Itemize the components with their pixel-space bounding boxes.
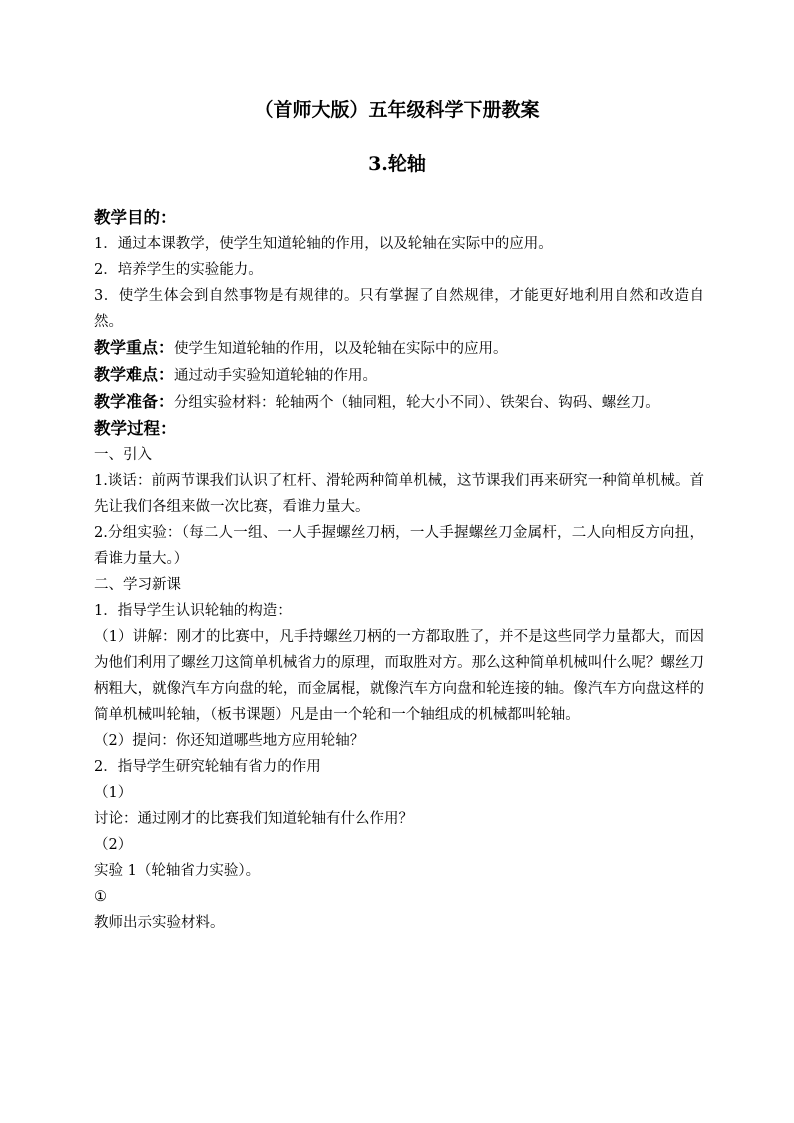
process-heading: 教学过程： — [94, 419, 177, 438]
section-item: 2.分组实验：（每二人一组、一人手握螺丝刀柄，一人手握螺丝刀金属杆，二人向相反方向扭，看谁力量大。） — [94, 525, 704, 567]
objective-item: 3．使学生体会到自然事物是有规律的。只有掌握了自然规律，才能更好地利用自然和改造自然。 — [94, 288, 704, 330]
objective-item: 1．通过本课教学，使学生知道轮轴的作用，以及轮轴在实际中的应用。 — [94, 236, 553, 252]
preparation-paragraph — [94, 389, 704, 416]
key-point-label: 教学重点： — [94, 338, 175, 357]
preparation-label: 教学准备： — [94, 392, 175, 411]
objective-item: 2．培养学生的实验能力。 — [94, 262, 263, 278]
difficulty-text: 通过动手实验知道轮轴的作用。 — [174, 368, 378, 384]
section-item: （2） — [94, 837, 133, 853]
section-item: （1） — [94, 785, 133, 801]
section-item: 实验 1（轮轴省力实验）。 — [94, 863, 261, 879]
section-item: 教师出示实验材料。 — [94, 915, 225, 931]
section-item: 1.谈话：前两节课我们认识了杠杆、滑轮两种简单机械，这节课我们再来研究一种简单机械。首先让我们各组来做一次比赛，看谁力量大。 — [94, 473, 704, 515]
section-title: 二、学习新课 — [94, 577, 181, 593]
preparation-text: 分组实验材料：轮轴两个（轴同粗，轮大小不同）、铁架台、钩码、螺丝刀。 — [174, 395, 660, 411]
document-body — [94, 205, 704, 936]
document-title: （首师大版）五年级科学下册教案 — [254, 99, 540, 121]
difficulty-paragraph — [94, 362, 704, 389]
section-title: 一、引入 — [94, 447, 152, 463]
objectives-heading: 教学目的： — [94, 208, 177, 227]
section-item: 讨论：通过刚才的比赛我们知道轮轴有什么作用？ — [94, 811, 413, 827]
section-item: 2．指导学生研究轮轴有省力的作用 — [94, 759, 321, 775]
section-item: （1）讲解：刚才的比赛中，凡手持螺丝刀柄的一方都取胜了，并不是这些同学力量都大，而因为他们利用了螺丝刀这简单机械省力的原理，而取胜对方。那么这种简单机械叫什么呢？螺丝刀柄粗大，就像汽车方向盘的轮，而金属棍，就像汽车方向盘和轮连接的轴。像汽车方向盘这样的简单机械叫轮轴，（板书课题）凡是由一个轮和一个轴组成的机械都叫轮轴。 — [94, 629, 704, 723]
section-item: （2）提问：你还知道哪些地方应用轮轴？ — [94, 733, 365, 749]
lesson-title: 3.轮轴 — [368, 153, 426, 175]
difficulty-label: 教学难点： — [94, 365, 175, 384]
section-item: ① — [94, 889, 107, 905]
key-point-paragraph — [94, 335, 704, 362]
section-item: 1．指导学生认识轮轴的构造： — [94, 603, 292, 619]
key-point-text: 使学生知道轮轴的作用，以及轮轴在实际中的应用。 — [174, 341, 508, 357]
